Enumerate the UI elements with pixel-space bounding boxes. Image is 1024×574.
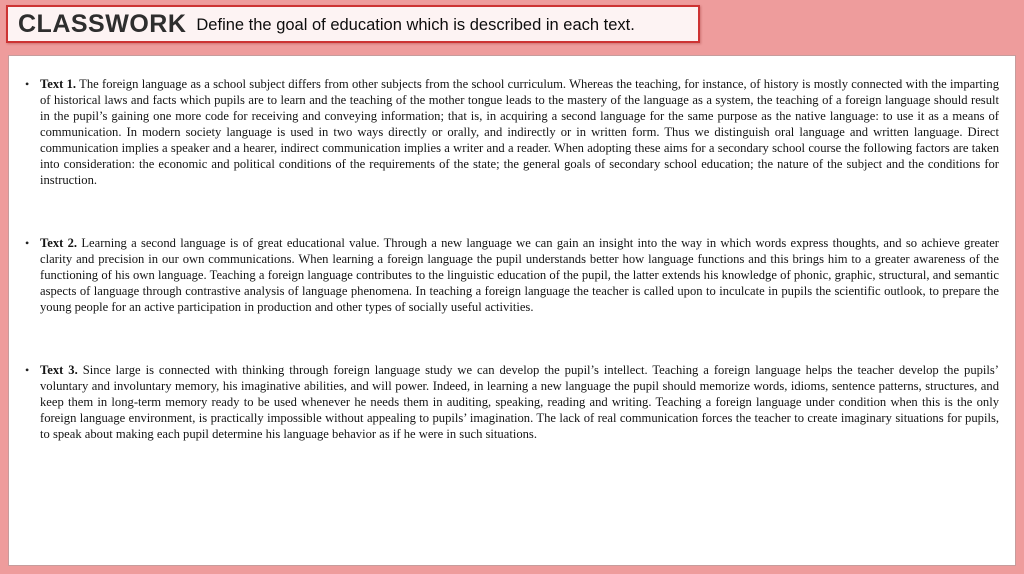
text-2-label: Text 2. [40, 236, 78, 250]
text-3-body: Since large is connected with thinking through foreign language study we can develop the pupil’s intellect. Teaching a foreign language helps the teacher develop the pupils’ voluntary and involuntary memory, his imaginative abilities, and will power. Indeed, in learning a new language the pupil should memorize words, idioms, sentence patterns, structures, and keep them in long-term memory ready to be used whenever he needs them in auditing, speaking, reading and writing. Teaching a foreign language under condition when this is the only foreign language environment, is practically impossible without appealing to pupils’ imagination. The lack of real communication forces the teacher to create imaginary situations for pupils, to speak about making each pupil determine his language behavior as if he were in such situations. [40, 363, 999, 441]
text-2-body: Learning a second language is of great educational value. Through a new language we can gain an insight into the way in which words express thoughts, and so achieve greater clarity and precision in our own communications. When learning a foreign language the pupil understands better how language functions and this brings him to a greater awareness of the functioning of his own language. Teaching a foreign language contributes to the linguistic education of the pupil, the latter extends his knowledge of phonic, graphic, structural, and semantic aspects of language through contrastive analysis of language phenomena. In teaching a foreign language the teacher is called upon to inculcate in pupils the scientific outlook, to prepare the young people for an active participation in production and other types of socially useful activities. [40, 236, 1000, 314]
text-block-3 [25, 362, 999, 442]
text-2-paragraph [40, 235, 999, 315]
task-instruction: Define the goal of education which is described in each text. [196, 15, 635, 34]
classwork-title: CLASSWORK [18, 9, 187, 38]
text-3-label: Text 3. [40, 363, 78, 377]
content-panel [8, 55, 1016, 566]
bullet-icon: • [25, 236, 30, 250]
slide-header [6, 5, 700, 43]
text-1-label: Text 1. [40, 77, 77, 91]
bullet-icon: • [25, 77, 30, 91]
text-block-1 [25, 76, 999, 188]
text-block-2 [25, 235, 999, 315]
text-3-paragraph [40, 362, 999, 442]
text-1-body: The foreign language as a school subject differs from other subjects from the school curriculum. Whereas the teaching, for instance, of history is mostly connected with the imparting of historical laws and facts which pupils are to learn and the teaching of the mother tongue leads to the mastery of the language as a system, the teaching of a foreign language should result in the pupil’s gaining one more code for receiving and conveying information; that is, in acquiring a second language for the same purpose as the native language: to use it as a means of communication. In modern society language is used in two ways directly or orally, and indirectly or in written form. Thus we distinguish oral language and written language. Direct communication implies a speaker and a hearer, indirect communication implies a writer and a reader. When adopting these aims for a secondary school course the following factors are taken into consideration: the economic and political conditions of the requirements of the state; the general goals of secondary school education; the nature of the subject and the conditions for instruction. [40, 77, 999, 187]
bullet-icon: • [25, 363, 30, 377]
text-1-paragraph [40, 76, 999, 188]
